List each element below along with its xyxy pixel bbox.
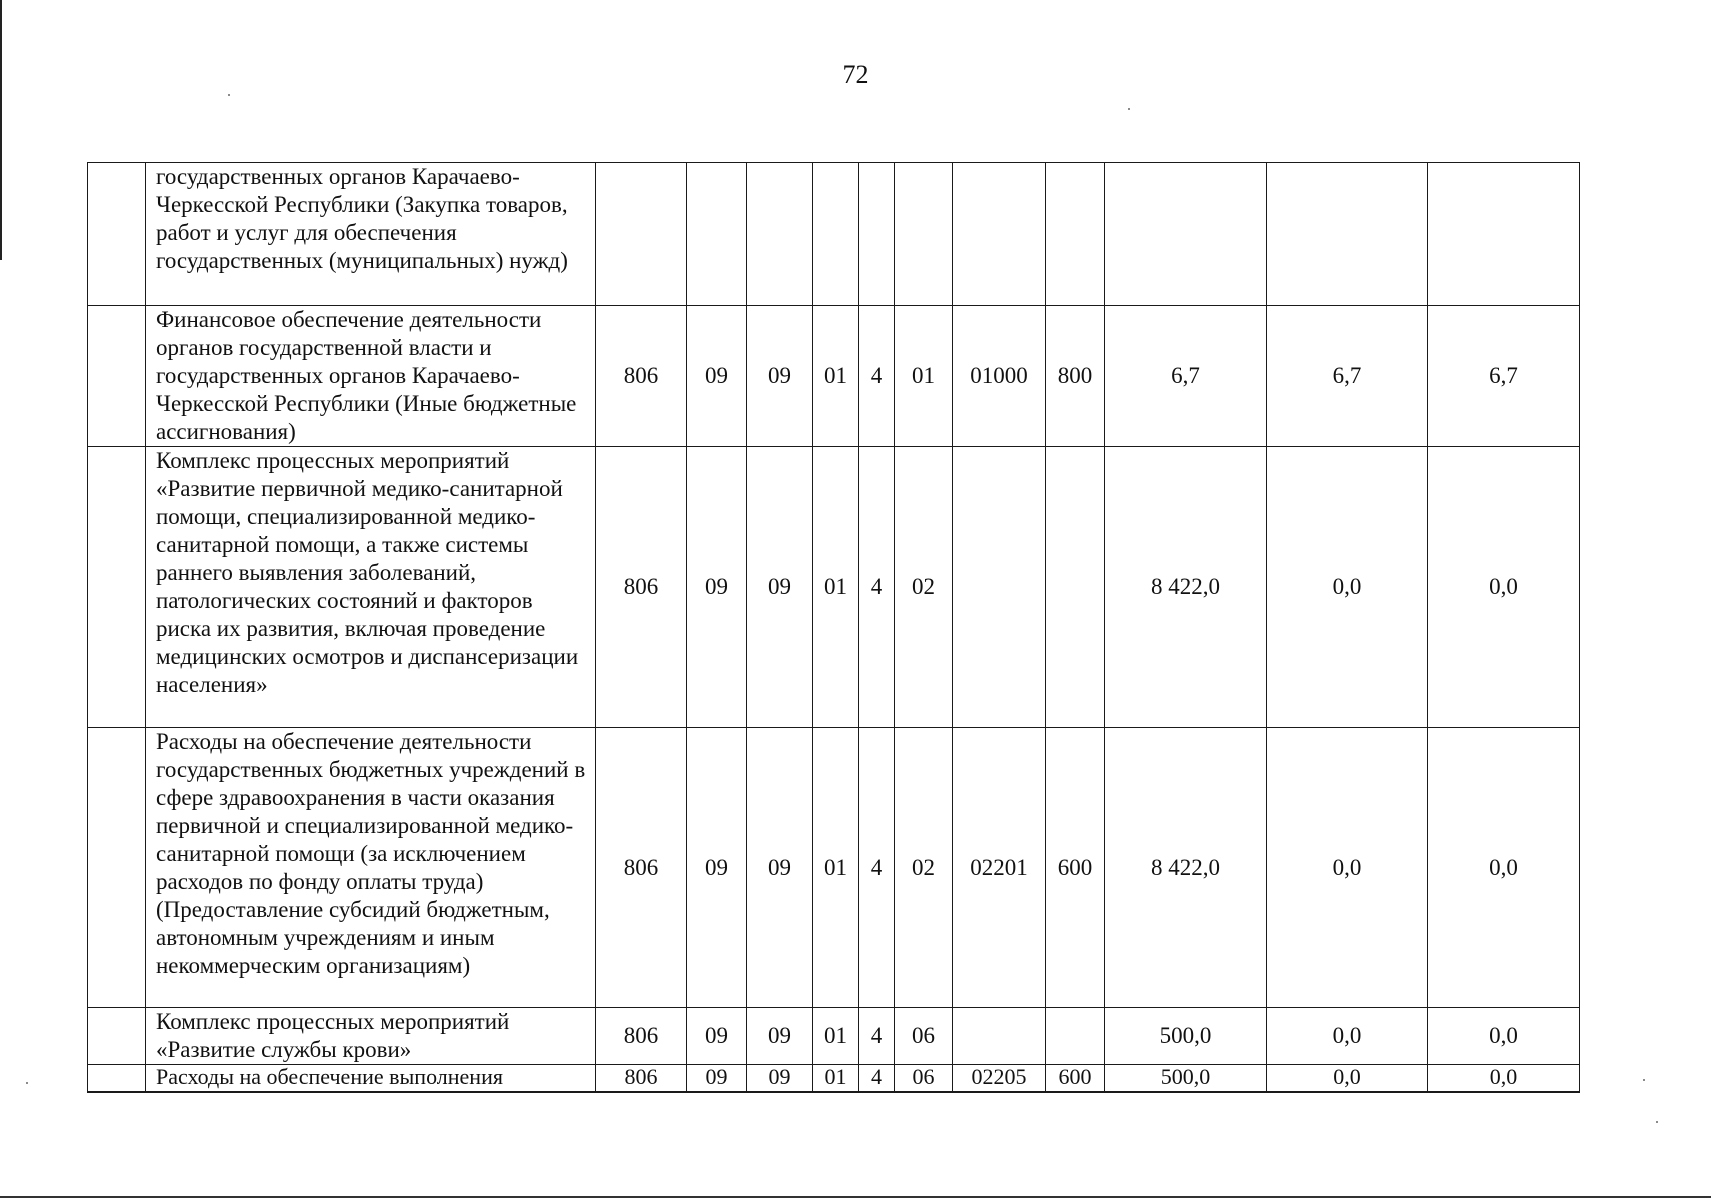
direction-code-cell: 4	[859, 728, 895, 1008]
expense-type-cell: 800	[1046, 306, 1105, 447]
subsection-code-cell: 09	[747, 306, 813, 447]
amount-year-1-cell	[1105, 163, 1267, 306]
row-description: Комплекс процессных мероприятий «Развитие службы крови»	[146, 1008, 596, 1065]
amount-year-2-cell: 6,7	[1267, 306, 1428, 447]
row-description: Расходы на обеспечение выполнения	[146, 1065, 596, 1092]
row-number-cell	[88, 306, 146, 447]
page-number: 72	[842, 60, 869, 89]
program-code-cell: 01	[813, 1065, 859, 1092]
amount-year-2-cell: 0,0	[1267, 728, 1428, 1008]
table-row	[88, 306, 1580, 447]
amount-year-1-cell: 500,0	[1105, 1065, 1267, 1092]
direction-code-cell: 4	[859, 1065, 895, 1092]
expense-code-cell	[953, 447, 1046, 728]
subsection-code-cell	[747, 163, 813, 306]
program-code-cell: 01	[813, 728, 859, 1008]
expense-code-cell	[953, 1008, 1046, 1065]
event-code-cell	[895, 163, 953, 306]
table-row	[88, 728, 1580, 1008]
program-code-cell	[813, 163, 859, 306]
amount-year-3-cell: 0,0	[1428, 447, 1580, 728]
scan-speck	[228, 94, 230, 96]
event-code-cell: 06	[895, 1008, 953, 1065]
row-number-cell	[88, 1008, 146, 1065]
expense-type-cell	[1046, 163, 1105, 306]
section-code-cell: 09	[687, 306, 747, 447]
subsection-code-cell: 09	[747, 1065, 813, 1092]
row-number-cell	[88, 163, 146, 306]
table-row	[88, 447, 1580, 728]
amount-year-2-cell: 0,0	[1267, 447, 1428, 728]
amount-year-2-cell: 0,0	[1267, 1065, 1428, 1092]
row-description: государственных органов Карачаево-Черкесской Республики (Закупка товаров, работ и услуг для обеспечения государственных (муниципальных) нужд)	[146, 163, 596, 306]
amount-year-2-cell: 0,0	[1267, 1008, 1428, 1065]
table-row	[88, 1008, 1580, 1065]
scan-bottom-edge	[0, 1196, 1711, 1198]
ministry-code-cell: 806	[596, 306, 687, 447]
scan-speck	[1643, 1079, 1645, 1081]
row-number-cell	[88, 447, 146, 728]
row-description: Расходы на обеспечение деятельности государственных бюджетных учреждений в сфере здравоохранения в части оказания первичной и специализированной медико-санитарной помощи (за исключением расходов по фонду оплаты труда) (Предоставление субсидий бюджетным, автономным учреждениям и иным некоммерческим организациям)	[146, 728, 596, 1008]
expense-type-cell: 600	[1046, 1065, 1105, 1092]
direction-code-cell: 4	[859, 1008, 895, 1065]
expense-code-cell: 02205	[953, 1065, 1046, 1092]
event-code-cell: 02	[895, 447, 953, 728]
budget-table	[87, 162, 1580, 1093]
direction-code-cell	[859, 163, 895, 306]
event-code-cell: 01	[895, 306, 953, 447]
amount-year-1-cell: 6,7	[1105, 306, 1267, 447]
table-body	[88, 163, 1580, 1092]
direction-code-cell: 4	[859, 447, 895, 728]
scan-speck	[1128, 108, 1130, 110]
section-code-cell	[687, 163, 747, 306]
amount-year-3-cell	[1428, 163, 1580, 306]
subsection-code-cell: 09	[747, 1008, 813, 1065]
row-number-cell	[88, 1065, 146, 1092]
amount-year-1-cell: 8 422,0	[1105, 728, 1267, 1008]
scan-speck	[26, 1082, 28, 1084]
ministry-code-cell: 806	[596, 447, 687, 728]
expense-code-cell: 01000	[953, 306, 1046, 447]
section-code-cell: 09	[687, 1008, 747, 1065]
event-code-cell: 06	[895, 1065, 953, 1092]
expense-code-cell: 02201	[953, 728, 1046, 1008]
scan-left-edge	[0, 0, 2, 260]
section-code-cell: 09	[687, 447, 747, 728]
expense-type-cell	[1046, 1008, 1105, 1065]
amount-year-3-cell: 0,0	[1428, 1008, 1580, 1065]
scan-speck	[1656, 1121, 1658, 1123]
section-code-cell: 09	[687, 1065, 747, 1092]
expense-type-cell	[1046, 447, 1105, 728]
amount-year-3-cell: 0,0	[1428, 728, 1580, 1008]
expense-type-cell: 600	[1046, 728, 1105, 1008]
ministry-code-cell: 806	[596, 728, 687, 1008]
amount-year-3-cell: 0,0	[1428, 1065, 1580, 1092]
expense-code-cell	[953, 163, 1046, 306]
row-description: Комплекс процессных мероприятий «Развитие первичной медико-санитарной помощи, специализированной медико-санитарной помощи, а также системы раннего выявления заболеваний, патологических состояний и факторов риска их развития, включая проведение медицинских осмотров и диспансеризации населения»	[146, 447, 596, 728]
ministry-code-cell: 806	[596, 1008, 687, 1065]
table-row	[88, 1065, 1580, 1092]
direction-code-cell: 4	[859, 306, 895, 447]
program-code-cell: 01	[813, 1008, 859, 1065]
row-description: Финансовое обеспечение деятельности органов государственной власти и государственных органов Карачаево-Черкесской Республики (Иные бюджетные ассигнования)	[146, 306, 596, 447]
event-code-cell: 02	[895, 728, 953, 1008]
ministry-code-cell: 806	[596, 1065, 687, 1092]
amount-year-2-cell	[1267, 163, 1428, 306]
section-code-cell: 09	[687, 728, 747, 1008]
table-row	[88, 163, 1580, 306]
amount-year-3-cell: 6,7	[1428, 306, 1580, 447]
subsection-code-cell: 09	[747, 728, 813, 1008]
amount-year-1-cell: 500,0	[1105, 1008, 1267, 1065]
subsection-code-cell: 09	[747, 447, 813, 728]
program-code-cell: 01	[813, 447, 859, 728]
program-code-cell: 01	[813, 306, 859, 447]
amount-year-1-cell: 8 422,0	[1105, 447, 1267, 728]
ministry-code-cell	[596, 163, 687, 306]
row-number-cell	[88, 728, 146, 1008]
